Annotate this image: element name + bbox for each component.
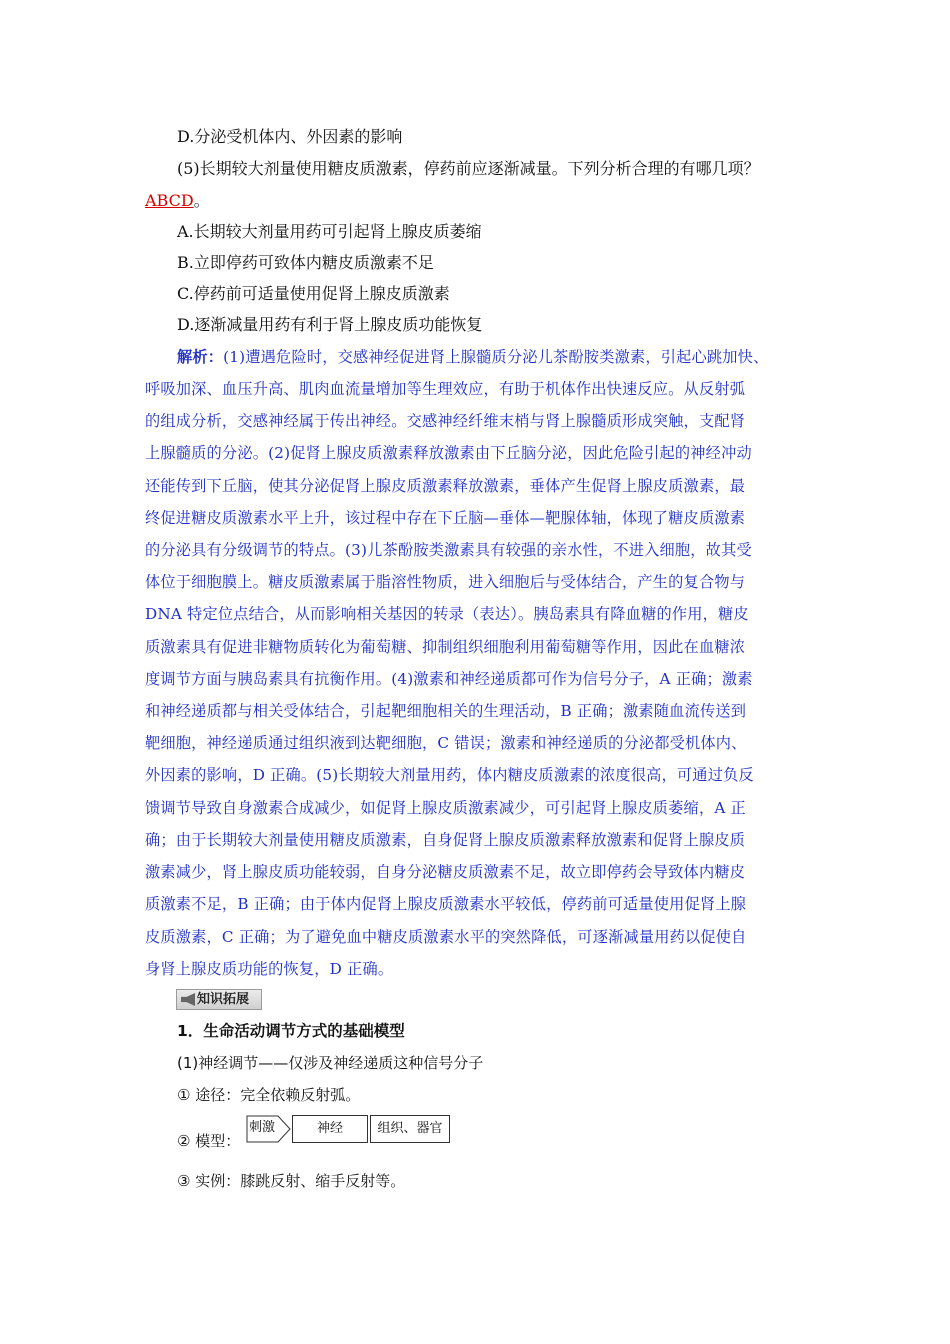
analysis-line: 终促进糖皮质激素水平上升，该过程中存在下丘脑—垂体—靶腺体轴，体现了糖皮质激素 (145, 509, 746, 527)
option-b: B.立即停药可致体内糖皮质激素不足 (177, 253, 434, 272)
analysis-line: 的分泌具有分级调节的特点。(3)儿茶酚胺类激素具有较强的亲水性，不进入细胞，故其受 (145, 541, 752, 559)
option-a: A.长期较大剂量用药可引起肾上腺皮质萎缩 (177, 222, 482, 241)
analysis-line: 质激素具有促进非糖物质转化为葡萄糖、抑制组织细胞利用葡萄糖等作用，因此在血糖浓 (145, 638, 746, 656)
knowledge-extension-badge (176, 989, 262, 1010)
analysis-line: 身肾上腺皮质功能的恢复，D 正确。 (145, 960, 394, 978)
analysis-line: 的组成分析，交感神经属于传出神经。交感神经纤维末梢与肾上腺髓质形成突触，支配肾 (145, 412, 746, 430)
question-5-answer-line (145, 190, 210, 212)
pathway-line: ① 途径：完全依赖反射弧。 (177, 1086, 361, 1104)
flow-box-nerve: 神经 (292, 1115, 368, 1143)
analysis-line: 度调节方面与胰岛素具有抗衡作用。(4)激素和神经递质都可作为信号分子，A 正确；激素 (145, 670, 753, 688)
subsection-neural: (1)神经调节——仅涉及神经递质这种信号分子 (177, 1054, 484, 1072)
analysis-line: 外因素的影响，D 正确。(5)长期较大剂量用药，体内糖皮质激素的浓度很高，可通过负反 (145, 766, 754, 784)
analysis-line: 质激素不足，B 正确；由于体内促肾上腺皮质激素水平较低，停药前可适量使用促肾上腺 (145, 895, 747, 913)
answer-text: ABCD (145, 191, 194, 210)
option-c: C.停药前可适量使用促肾上腺皮质激素 (177, 284, 450, 303)
analysis-line: 馈调节导致自身激素合成减少，如促肾上腺皮质激素减少，可引起肾上腺皮质萎缩，A 正 (145, 799, 746, 817)
analysis-line: 皮质激素，C 正确；为了避免血中糖皮质激素水平的突然降低，可逐渐减量用药以促使自 (145, 928, 747, 946)
question-5-stem: (5)长期较大剂量使用糖皮质激素，停药前应逐渐减量。下列分析合理的有哪几项？ (177, 159, 760, 178)
badge-label: 知识拓展 (197, 992, 250, 1007)
analysis-line: DNA 特定位点结合，从而影响相关基因的转录（表达）。胰岛素具有降血糖的作用，糖皮 (145, 605, 749, 623)
analysis-line: 和神经递质都与相关受体结合，引起靶细胞相关的生理活动，B 正确；激素随血流传送到 (145, 702, 747, 720)
flow-box-stimulus: 刺激 (248, 1120, 275, 1135)
analysis-line: 上腺髓质的分泌。(2)促肾上腺皮质激素释放激素由下丘脑分泌，因此危险引起的神经冲动 (145, 444, 752, 462)
answer-suffix: 。 (193, 191, 210, 210)
analysis-line: 还能传到下丘脑，使其分泌促肾上腺皮质激素释放激素，垂体产生促肾上腺皮质激素，最 (145, 477, 746, 495)
section-heading: 1．生命活动调节方式的基础模型 (177, 1022, 405, 1040)
speaker-icon (181, 993, 195, 1006)
analysis-line: 呼吸加深、血压升高、肌肉血流量增加等生理效应，有助于机体作出快速反应。从反射弧 (145, 380, 746, 398)
flow-box-organ: 组织、器官 (370, 1115, 450, 1143)
model-label: ② 模型： (177, 1132, 241, 1150)
analysis-line: 靶细胞，神经递质通过组织液到达靶细胞，C 错误；激素和神经递质的分泌都受机体内、 (145, 734, 747, 752)
option-d-prev: D.分泌受机体内、外因素的影响 (177, 127, 403, 146)
option-d: D.逐渐减量用药有利于肾上腺皮质功能恢复 (177, 315, 483, 334)
example-line: ③ 实例：膝跳反射、缩手反射等。 (177, 1172, 406, 1190)
analysis-line: 激素减少，肾上腺皮质功能较弱，自身分泌糖皮质激素不足，故立即停药会导致体内糖皮 (145, 863, 746, 881)
analysis-label: 解析： (177, 348, 224, 366)
analysis-line-1 (177, 346, 768, 368)
analysis-text: (1)遭遇危险时，交感神经促进肾上腺髓质分泌儿茶酚胺类激素，引起心跳加快、 (223, 348, 769, 366)
analysis-line: 确；由于长期较大剂量使用糖皮质激素，自身促肾上腺皮质激素释放激素和促肾上腺皮质 (145, 831, 746, 849)
analysis-line: 体位于细胞膜上。糖皮质激素属于脂溶性物质，进入细胞后与受体结合，产生的复合物与 (145, 573, 746, 591)
